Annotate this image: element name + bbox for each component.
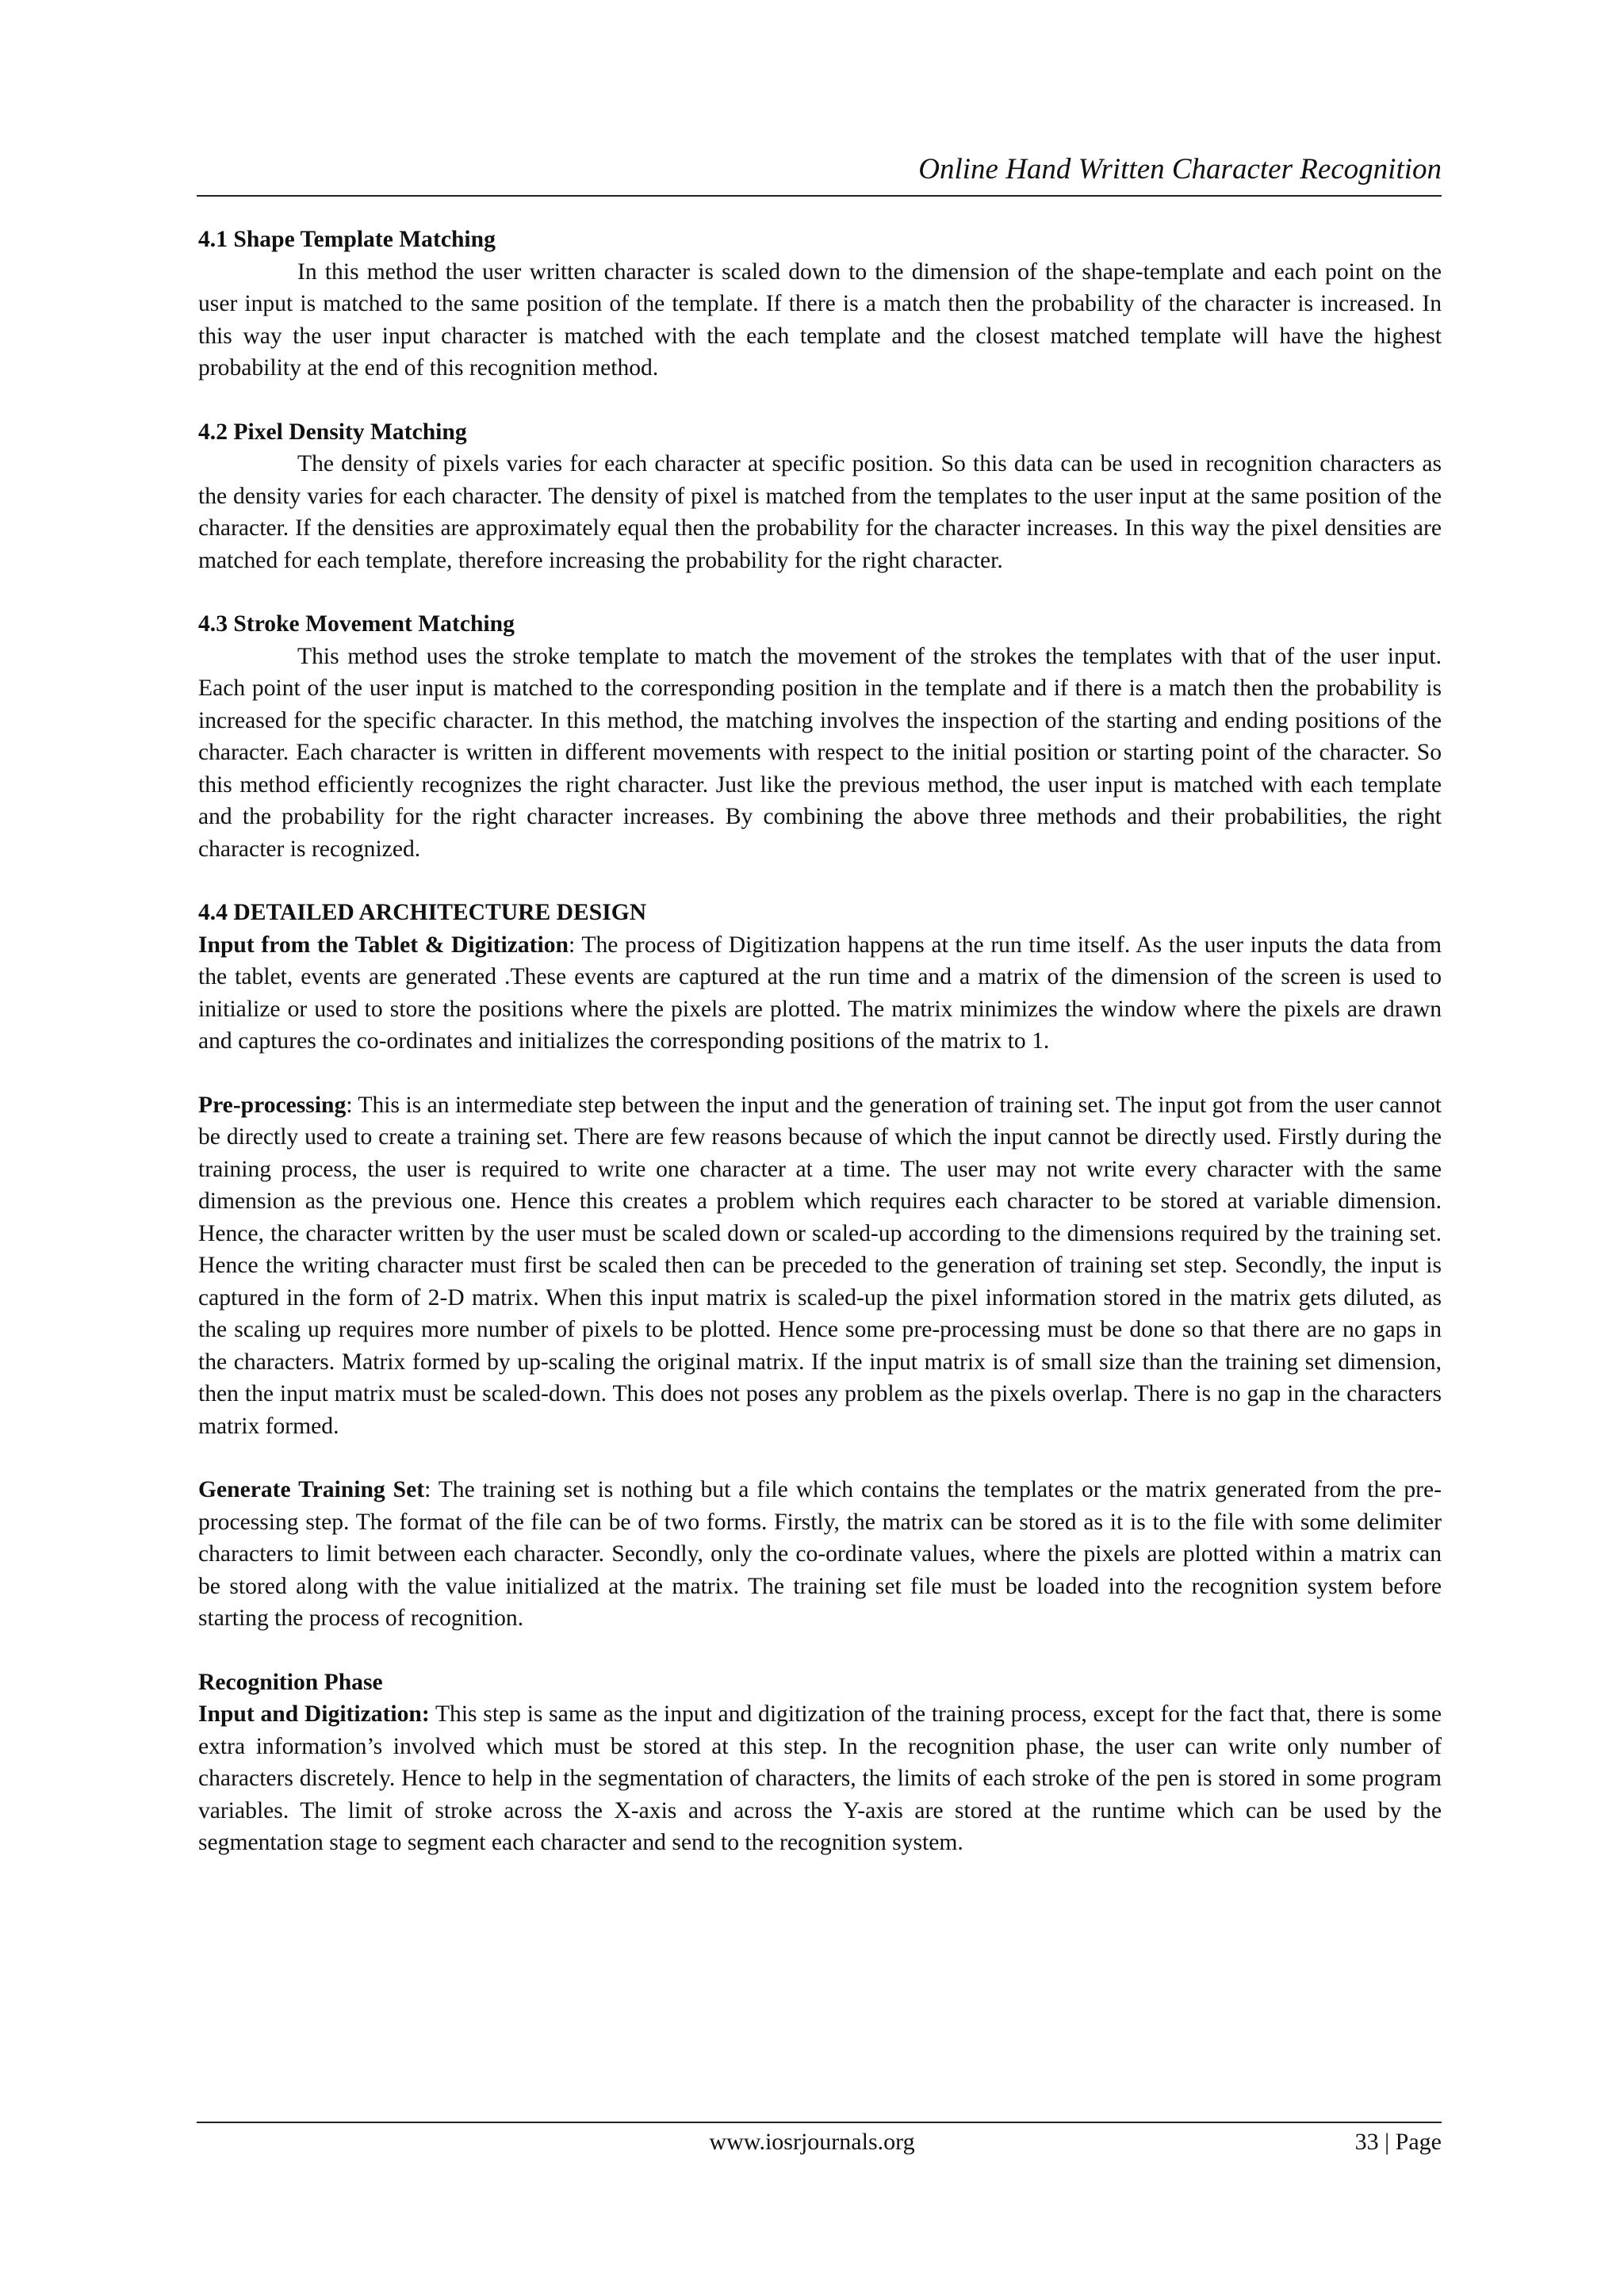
pre-processing-label: Pre-processing [198, 1092, 347, 1118]
pre-processing-text: : This is an intermediate step between the input and the generation of training set. The input got from the user cannot be directly used to create a training set. There are few reasons because of which the input cannot be directly used. Firstly during the training process, the user is required to write one character at a time. The user may not write every character with the same dimension as the previous one. Hence this creates a problem which requires each character to be stored at variable dimension. Hence, the character written by the user must be scaled down or scaled-up according to the dimensions required by the training set. Hence the writing character must first be scaled then can be preceded to the generation of training set step. Secondly, the input is captured in the form of 2-D matrix. When this input matrix is scaled-up the pixel information stored in the matrix gets diluted, as the scaling up requires more number of pixels to be plotted. Hence some pre-processing must be done so that there are no gaps in the characters. Matrix formed by up-scaling the original matrix. If the input matrix is of small size than the training set dimension, then the input matrix must be scaled-down. This does not poses any problem as the pixels overlap. There is no gap in the characters matrix formed. [198, 1092, 1442, 1439]
section-4-2-title: 4.2 Pixel Density Matching [198, 419, 467, 445]
generate-training-set-paragraph [198, 1474, 1442, 1635]
section-4-1-paragraph: In this method the user written character is scaled down to the dimension of the shape-template and each point on the user input is matched to the same position of the template. If there is a match then the probability of the character is increased. In this way the user input character is matched with the each template and the closest matched template will have the highest probability at the end of this recognition method. [198, 258, 1442, 381]
recognition-phase-title: Recognition Phase [198, 1669, 383, 1695]
recognition-input-paragraph [198, 1698, 1442, 1859]
footer-page-number: 33 | Page [1354, 2129, 1442, 2155]
recognition-input-text: This step is same as the input and digitization of the training process, except for the fact that, there is some extra information’s involved which must be stored at this step. In the recognition phase, the user can write only number of characters discretely. Hence to help in the segmentation of characters, the limits of each stroke of the pen is stored in some program variables. The limit of stroke across the X-axis and across the Y-axis are stored at the runtime which can be used by the segmentation stage to segment each character and send to the recognition system. [198, 1701, 1442, 1855]
section-4-3-paragraph: This method uses the stroke template to match the movement of the strokes the templates with that of the user input. Each point of the user input is matched to the corresponding position in the template and if there is a match then the probability is increased for the specific character. In this method, the matching involves the inspection of the starting and ending positions of the character. Each character is written in different movements with respect to the initial position or starting point of the character. So this method efficiently recognizes the right character. Just like the previous method, the user input is matched with each template and the probability for the right character increases. By combining the above three methods and their probabilities, the right character is recognized. [198, 643, 1442, 862]
recognition-input-label: Input and Digitization: [198, 1701, 430, 1727]
input-digitization-paragraph [198, 929, 1442, 1058]
section-4-4-title: 4.4 DETAILED ARCHITECTURE DESIGN [198, 900, 647, 925]
input-digitization-text: : The process of Digitization happens at the run time itself. As the user inputs the data from the tablet, events are generated .These events are captured at the run time and a matrix of the dimension of the screen is used to initialize or used to store the positions where the pixels are plotted. The matrix minimizes the window where the pixels are drawn and captures the co-ordinates and initializes the corresponding positions of the matrix to 1. [198, 932, 1442, 1054]
input-digitization-label: Input from the Tablet & Digitization [198, 932, 569, 958]
section-4-3-title: 4.3 Stroke Movement Matching [198, 611, 515, 637]
running-title: Online Hand Written Character Recognition [918, 153, 1442, 186]
page-body [198, 224, 1442, 1859]
generate-training-set-text: : The training set is nothing but a file which contains the templates or the matrix generated from the pre-processing step. The format of the file can be of two forms. Firstly, the matrix can be stored as it is to the file with some delimiter characters to limit between each character. Secondly, only the co-ordinate values, where the pixels are plotted within a matrix can be stored along with the value initialized at the matrix. The training set file must be loaded into the recognition system before starting the process of recognition. [198, 1477, 1442, 1631]
footer-rule [197, 2122, 1442, 2123]
header-rule [197, 195, 1442, 197]
pre-processing-paragraph [198, 1089, 1442, 1443]
generate-training-set-label: Generate Training Set [198, 1477, 425, 1502]
footer-url: www.iosrjournals.org [709, 2129, 915, 2155]
section-4-2-paragraph: The density of pixels varies for each character at specific position. So this data can be used in recognition characters as the density varies for each character. The density of pixel is matched from the templates to the user input at the same position of the character. If the densities are approximately equal then the probability for the character increases. In this way the pixel densities are matched for each template, therefore increasing the probability for the right character. [198, 451, 1442, 573]
section-4-1-title: 4.1 Shape Template Matching [198, 227, 496, 252]
